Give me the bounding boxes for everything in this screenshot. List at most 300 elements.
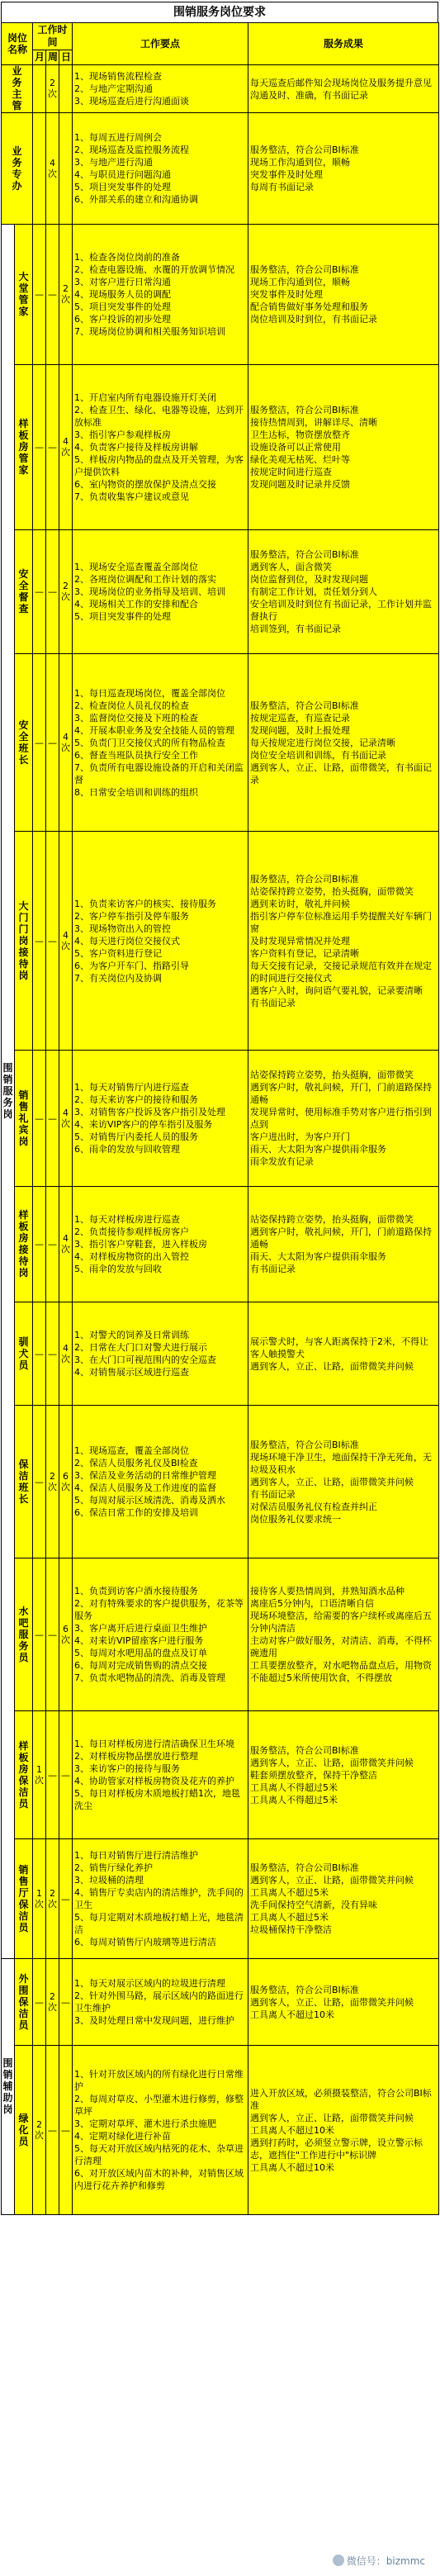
key-point-item: 5、每日对样板房木质地板打蜡1次，地毯洗尘 — [74, 1788, 240, 1811]
week-frequency-cell: — — [46, 1051, 59, 1187]
result-item: 遇客户入时，询问语气要礼貌，记录要清晰 — [250, 984, 423, 996]
week-frequency-cell: 2次 — [46, 1959, 59, 2046]
result-item: 遇到来访时，敬礼并问候 — [250, 898, 350, 909]
position-cell: 样板房接待岗 — [15, 1187, 33, 1302]
key-point-item: 3、及时处理日常中发现问题，进行维护 — [74, 2015, 234, 2026]
result-item: 遇到客户时，敬礼问候，开门，门前道路保持通畅 — [250, 1226, 432, 1250]
result-item: 工具离人不超过10米 — [250, 2124, 334, 2136]
result-item: 岗位监督到位，及时发现问题 — [250, 574, 368, 585]
result-item: 发现异常时，使用标准手势对客户进行指引到点到 — [250, 1107, 432, 1130]
key-points-cell — [73, 2046, 248, 2215]
results-cell — [248, 1302, 439, 1406]
position-cell: 销售厅保洁员 — [15, 1839, 33, 1959]
result-item: 服务整洁，符合公司BI标准 — [250, 700, 359, 711]
key-point-item: 5、负责门卫交接仪式的所有物品检查 — [74, 737, 225, 748]
key-point-item: 6、客户投诉的初步处理 — [74, 314, 171, 325]
document — [1, 2, 438, 2215]
result-item: 展示警犬时，与客人距离保持于2米，不得让客人触摸警犬 — [250, 1335, 428, 1359]
key-point-item: 7、负责水吧物品的清洗、消毒及管理 — [74, 1672, 225, 1683]
result-item: 工具离人不得超过5米 — [250, 1781, 338, 1793]
key-point-item: 5、每周对水吧用品的盘点及订单 — [74, 1648, 207, 1658]
day-frequency-cell: 4次 — [59, 654, 73, 832]
key-point-item: 4、对来访VIP留座客户进行服务 — [74, 1635, 204, 1646]
result-item: 卫生达标，物资摆放整齐 — [250, 429, 350, 440]
result-item: 发现问题，及时上报处理 — [250, 724, 350, 736]
position-cell: 保洁班长 — [15, 1406, 33, 1558]
result-item: 进入开放区域，必须摄装整洁，符合公司BI标准 — [250, 2087, 432, 2111]
result-item: 遇到客人，面含微笑 — [250, 562, 332, 572]
result-item: 洗手间保持空气清新，没有异味 — [250, 1900, 377, 1910]
key-point-item: 2、各班岗位调配和工作计划的落实 — [74, 574, 216, 585]
key-point-item: 4、负责客户接待及样板房讲解 — [74, 442, 198, 453]
result-item: 接待热情周到，讲解详尽、清晰 — [250, 417, 377, 428]
key-point-item: 1、每日巡查现场岗位，覆盖全部岗位 — [74, 687, 225, 699]
header-month: 月 — [33, 50, 46, 65]
week-frequency-cell: — — [46, 365, 59, 530]
key-point-item: 6、为客户开车门、指路引导 — [74, 960, 189, 971]
results-cell — [248, 113, 439, 225]
result-item: 遇到客人，立正、让路，面带微笑并问候 — [250, 2112, 414, 2123]
result-item: 工具要摆放整齐，对水吧物品盘点后，用物资不能超过5米所使用饮食，不得摆放 — [250, 1660, 432, 1683]
month-frequency-cell: — — [33, 225, 46, 365]
result-item: 服务整洁，符合公司BI标准 — [250, 264, 359, 275]
result-item: 工具离人不得超过5米 — [250, 1794, 338, 1805]
table-row — [2, 654, 439, 832]
key-points-cell — [73, 113, 248, 225]
result-item: 每周有书面记录 — [250, 182, 314, 192]
position-cell: 水吧服务员 — [15, 1558, 33, 1711]
key-point-item: 6、保洁日常工作的安排及培训 — [74, 1507, 198, 1518]
key-point-item: 3、现场岗位的业务指导及培训、培训 — [74, 586, 225, 597]
header-row-1 — [2, 23, 439, 50]
result-item: 遇到客人，立正、让路，面带微笑，有书面记录 — [250, 761, 432, 785]
key-points-cell — [73, 530, 248, 654]
results-cell — [248, 1406, 439, 1558]
header-work-time: 工作时间 — [33, 23, 73, 50]
result-item: 站姿保持跨立姿势，抬头挺胸，面带微笑 — [250, 1214, 414, 1225]
key-point-item: 3、在大门口可视范围内的安全巡查 — [74, 1354, 216, 1365]
key-point-item: 2、每周对草皮、小型灌木进行修剪，修整草坪 — [74, 2094, 244, 2117]
position-cell: 业务专办 — [2, 113, 33, 225]
table-row — [2, 1711, 439, 1839]
key-point-item: 5、雨伞的发放与回收 — [74, 1264, 162, 1274]
result-item: 站姿保持跨立姿势，抬头挺胸，面带微笑 — [250, 885, 414, 897]
results-cell — [248, 65, 439, 113]
department-cell: 围销服务岗 — [2, 225, 15, 1959]
day-frequency-cell: — — [59, 2046, 73, 2215]
table-row — [2, 530, 439, 654]
results-cell — [248, 1187, 439, 1302]
watermark — [333, 2554, 425, 2568]
header-day: 日 — [59, 50, 73, 65]
table-row — [2, 113, 439, 225]
key-point-item: 7、负责收集客户建议或意见 — [74, 491, 189, 502]
week-frequency-cell: — — [46, 530, 59, 654]
key-point-item: 3、指引客户参观样板房 — [74, 429, 171, 440]
key-point-item: 1、开启室内所有电器设施开灯关闭 — [74, 392, 216, 403]
week-frequency-cell: — — [46, 1558, 59, 1711]
key-point-item: 6、外部关系的建立和沟通协调 — [74, 194, 198, 205]
week-frequency-cell: — — [46, 1187, 59, 1302]
table-row — [2, 1839, 439, 1959]
header-key-points: 工作要点 — [73, 23, 248, 65]
week-frequency-cell: 4次 — [46, 113, 59, 225]
result-item: 按规定时间进行巡查 — [250, 467, 332, 477]
day-frequency-cell: 6次 — [59, 1406, 73, 1558]
result-item: 鞋套须摆放整齐，保持干净整洁 — [250, 1769, 377, 1781]
result-item: 站姿保持跨立姿势，抬头挺胸，面带微笑 — [250, 1070, 414, 1080]
position-cell: 安全督查 — [15, 530, 33, 654]
month-frequency-cell: — — [33, 1558, 46, 1711]
result-item: 现场工作沟通到位，顺畅 — [250, 157, 350, 168]
result-item: 沟通及时、准确，有书面记录 — [250, 89, 368, 101]
key-point-item: 6、督查当班队员执行安全工作 — [74, 749, 198, 761]
month-frequency-cell: — — [33, 832, 46, 1051]
key-point-item: 5、项目突发事件的处理 — [74, 182, 171, 192]
day-frequency-cell: 4次 — [59, 1302, 73, 1406]
result-item: 岗位安全培训和训练，有书面记录 — [250, 749, 386, 761]
header-position: 岗位名称 — [2, 23, 33, 65]
key-point-item: 2、检查岗位人员礼仪的检查 — [74, 700, 189, 711]
key-point-item: 8、日常安全培训和训练的组织 — [74, 786, 198, 798]
week-frequency-cell: — — [46, 2046, 59, 2215]
key-point-item: 3、来访客户的接待与服务 — [74, 1763, 180, 1774]
key-point-item: 1、检查各岗位岗前的准备 — [74, 252, 180, 263]
key-point-item: 5、项目突发事件的处理 — [74, 301, 171, 312]
key-point-item: 2、对有特殊要求的客户提供服务，花茶等服务 — [74, 1598, 244, 1621]
result-item: 遇到客人，立正、让路，面带微笑并问候 — [250, 1360, 414, 1372]
day-frequency-cell — [59, 65, 73, 113]
month-frequency-cell: — — [33, 1959, 46, 2046]
results-cell — [248, 365, 439, 530]
key-point-item: 1、每天对展示区域内的垃圾进行清理 — [74, 1978, 225, 1989]
month-frequency-cell: 1次 — [33, 1839, 46, 1959]
key-point-item: 2、现场巡查及监控服务流程 — [74, 145, 189, 155]
key-point-item: 3、保洁及业务活动的日常维护管理 — [74, 1470, 216, 1481]
key-point-item: 5、项目突发事件的处理 — [74, 611, 171, 622]
result-item: 服务整洁，符合公司BI标准 — [250, 1439, 359, 1450]
key-point-item: 3、客户离开后进行桌面卫生维护 — [74, 1623, 207, 1634]
results-cell — [248, 654, 439, 832]
result-item: 遇到客人，立正、让路，面带微笑并问候 — [250, 1476, 414, 1487]
key-point-item: 2、客户停车指引及停车服务 — [74, 910, 189, 922]
results-cell — [248, 1558, 439, 1711]
result-item: 有制定工作计划，责任划分到人 — [250, 586, 377, 597]
result-item: 发现问题及时记录并反馈 — [250, 479, 350, 490]
results-cell — [248, 1959, 439, 2046]
position-cell: 绿化员 — [15, 2046, 33, 2215]
key-point-item: 3、指引客户穿鞋套，进入样板房 — [74, 1239, 207, 1250]
result-item: 离座后5分钟内，口语清晰自信 — [250, 1598, 374, 1609]
result-item: 现场环境干净卫生，地面保持干净无死角，无垃圾及积水 — [250, 1451, 432, 1475]
week-frequency-cell: 2次 — [46, 1406, 59, 1558]
key-point-item: 6、对开放区域内苗木的补种，对销售区域内进行花卉养护和修剪 — [74, 2168, 244, 2191]
key-point-item: 1、每日对样板房进行清洁确保卫生环境 — [74, 1739, 234, 1749]
key-point-item: 4、对销售展示区域进行巡查 — [74, 1367, 189, 1378]
key-point-item: 6、室内物资的摆放保护及清点交接 — [74, 479, 216, 490]
table-row — [2, 2046, 439, 2215]
results-cell — [248, 2046, 439, 2215]
key-point-item: 5、对销售厅内委托人员的服务 — [74, 1131, 198, 1142]
key-points-cell — [73, 832, 248, 1051]
result-item: 客户资料有登记，记录清晰 — [250, 947, 359, 959]
week-frequency-cell: 2次 — [46, 1839, 59, 1959]
key-point-item: 4、每天进行岗位交接仪式 — [74, 935, 180, 946]
key-point-item: 4、与职员进行问题沟通 — [74, 169, 171, 180]
month-frequency-cell: — — [33, 654, 46, 832]
week-frequency-cell: — — [46, 654, 59, 832]
key-points-cell — [73, 1406, 248, 1558]
table-row — [2, 832, 439, 1051]
position-cell: 外围保洁员 — [15, 1959, 33, 2046]
key-point-item: 4、保洁人员服务及工作进度的监督 — [74, 1483, 216, 1493]
key-point-item: 3、垃圾桶的清理 — [74, 1875, 144, 1886]
result-item: 岗位服务礼仪要求统一 — [250, 1513, 341, 1525]
month-frequency-cell: — — [33, 1051, 46, 1187]
result-item: 每天巡查后邮件知会现场岗位及服务提升意见 — [250, 77, 432, 88]
watermark-text: 微信号：bizmmc — [346, 2555, 425, 2567]
month-frequency-cell: — — [33, 1302, 46, 1406]
result-item: 安全培训及时到位有书面记录，工作计划并监督执行 — [250, 599, 432, 622]
position-cell: 大门门岗接待岗 — [15, 832, 33, 1051]
month-frequency-cell — [33, 113, 46, 225]
key-point-item: 7、现场岗位协调和相关服务知识培训 — [74, 326, 225, 337]
result-item: 遇到客户时，敬礼问候，开门，门前道路保持通畅 — [250, 1082, 432, 1105]
key-point-item: 4、来访VIP客户的停车指引及服务 — [74, 1119, 213, 1130]
key-points-cell — [73, 1959, 248, 2046]
result-item: 指引客户停车位标准运用手势提醒关好车辆门窗 — [250, 910, 432, 934]
result-item: 每天交接有记录，交接记录规范有效并在规定的时间进行交接仪式 — [250, 960, 432, 984]
key-point-item: 3、监督岗位交接及下班的检查 — [74, 712, 198, 723]
result-item: 遇到打药时，必须竖立警示牌，设立警示标志，遮挡住"工作进行中"标识牌 — [250, 2137, 423, 2161]
day-frequency-cell: 4次 — [59, 365, 73, 530]
week-frequency-cell: — — [46, 832, 59, 1051]
result-item: 雨伞发放有记录 — [250, 1156, 314, 1167]
key-point-item: 4、协助管家对样板房物资及花卉的养护 — [74, 1776, 234, 1786]
key-point-item: 2、检查电器设施、水覆的开放调节情况 — [74, 264, 234, 275]
result-item: 遇到客人，立正、让路，面带微笑并问候 — [250, 1875, 414, 1886]
result-item: 主动对客户做好服务，对清洁、消毒，不得杯碗遗用 — [250, 1635, 432, 1658]
result-item: 有书面记录 — [250, 997, 296, 1008]
page-title: 围销服务岗位要求 — [1, 2, 438, 22]
results-cell — [248, 1839, 439, 1959]
key-point-item: 1、每日对销售厅进行清洁维护 — [74, 1850, 198, 1861]
day-frequency-cell: 6次 — [59, 1558, 73, 1711]
key-point-item: 3、对客户进行日常沟通 — [74, 277, 171, 287]
table-row — [2, 1187, 439, 1302]
key-points-cell — [73, 225, 248, 365]
results-cell — [248, 1051, 439, 1187]
result-item: 培训签到，有书面记录 — [250, 624, 341, 634]
day-frequency-cell: — — [59, 1839, 73, 1959]
key-point-item: 6、雨伞的发放与回收管理 — [74, 1144, 180, 1155]
key-point-item: 2、保洁人员服务礼仪及BI检查 — [74, 1458, 198, 1468]
result-item: 及时发现异常情况并处理 — [250, 935, 350, 946]
result-item: 服务整洁，符合公司BI标准 — [250, 1744, 359, 1756]
key-point-item: 1、每天对销售厅内进行巡查 — [74, 1082, 189, 1093]
key-point-item: 1、现场销售流程检查 — [74, 71, 162, 82]
table-row — [2, 1051, 439, 1187]
position-cell: 样板房管家 — [15, 365, 33, 530]
key-points-cell — [73, 1302, 248, 1406]
week-frequency-cell: — — [46, 1302, 59, 1406]
key-point-item: 4、对样板房物资的出入管控 — [74, 1251, 189, 1262]
month-frequency-cell: 1次 — [33, 1711, 46, 1839]
key-point-item: 2、针对外围马路，展示区域内的路面进行卫生维护 — [74, 1990, 244, 2014]
key-point-item: 6、每周对完成销售购的清点交接 — [74, 1660, 207, 1671]
results-cell — [248, 530, 439, 654]
result-item: 设施设备可以正常使用 — [250, 442, 341, 453]
position-cell: 样板房保洁员 — [15, 1711, 33, 1839]
week-frequency-cell: 2次 — [46, 65, 59, 113]
day-frequency-cell: — — [59, 1959, 73, 2046]
month-frequency-cell: — — [33, 365, 46, 530]
wechat-logo-icon — [333, 2555, 344, 2566]
key-point-item: 5、客户资料进行登记 — [74, 947, 162, 959]
result-item: 工具离人不超过5米 — [250, 1912, 329, 1923]
results-cell — [248, 832, 439, 1051]
key-point-item: 5、每天对开放区域内枯死的花木、杂草进行清理 — [74, 2143, 244, 2166]
header-results: 服务成果 — [248, 23, 439, 65]
result-item: 服务整洁，符合公司BI标准 — [250, 1862, 359, 1873]
position-cell: 驯犬员 — [15, 1302, 33, 1406]
key-points-cell — [73, 1558, 248, 1711]
result-item: 现场环境整洁，给需要的客户续杯或离座后五分钟内清洁 — [250, 1611, 432, 1634]
result-item: 现场工作沟通到位，顺畅 — [250, 277, 350, 287]
table-row — [2, 1558, 439, 1711]
result-item: 服务整洁，符合公司BI标准 — [250, 1984, 359, 1995]
result-item: 遇到客人，立正、让路，面带微笑并问候 — [250, 1757, 414, 1768]
week-frequency-cell: — — [46, 225, 59, 365]
result-item: 按规定巡查，有巡查记录 — [250, 712, 350, 723]
result-item: 服务整洁，符合公司BI标准 — [250, 405, 359, 415]
position-cell: 安全班长 — [15, 654, 33, 832]
day-frequency-cell: 4次 — [59, 832, 73, 1051]
key-point-item: 2、对样板房物品摆放进行整理 — [74, 1751, 198, 1762]
result-item: 雨天、大太阳为客户提供雨伞服务 — [250, 1251, 386, 1262]
department-cell: 围销辅助岗 — [2, 1959, 15, 2215]
results-cell — [248, 1711, 439, 1839]
key-point-item: 2、日常在大门口对警犬进行展示 — [74, 1342, 207, 1353]
key-point-item: 3、定期对草坪、灌木进行杀虫施肥 — [74, 2118, 216, 2129]
result-item: 工具离人不超过5米 — [250, 1887, 329, 1898]
month-frequency-cell: 2次 — [33, 2046, 46, 2215]
result-item: 服务整洁，符合公司BI标准 — [250, 145, 359, 155]
key-point-item: 3、现场巡查后进行沟通面谈 — [74, 96, 189, 107]
day-frequency-cell: 4次 — [59, 1051, 73, 1187]
result-item: 突发事件及时处理 — [250, 169, 323, 180]
day-frequency-cell: 4次 — [59, 1187, 73, 1302]
day-frequency-cell: 2次 — [59, 225, 73, 365]
key-point-item: 1、现场巡查，覆盖全部岗位 — [74, 1445, 189, 1456]
result-item: 工具离人不超过10米 — [250, 2161, 334, 2173]
requirements-table — [1, 22, 439, 2215]
position-cell: 业务主管 — [2, 65, 33, 113]
key-points-cell — [73, 65, 248, 113]
month-frequency-cell: — — [33, 1187, 46, 1302]
key-point-item: 6、每周对销售厅内玻璃等进行清洁 — [74, 1937, 216, 1947]
result-item: 绿化美观无枯死、烂叶等 — [250, 454, 350, 465]
position-cell: 销售礼宾岗 — [15, 1051, 33, 1187]
key-point-item: 2、每天来访客户的接待和服务 — [74, 1094, 198, 1105]
month-frequency-cell: — — [33, 530, 46, 654]
key-points-cell — [73, 1711, 248, 1839]
key-point-item: 1、针对开放区域内的所有绿化进行日常维护 — [74, 2069, 244, 2092]
key-points-cell — [73, 1187, 248, 1302]
result-item: 每天按规定进行岗位交接，记录清晰 — [250, 737, 395, 748]
result-item: 接待客人要热情周到，并熟知酒水品种 — [250, 1586, 405, 1596]
result-item: 垃圾桶保持干净整洁 — [250, 1924, 332, 1935]
month-frequency-cell: — — [33, 1406, 46, 1558]
key-points-cell — [73, 654, 248, 832]
key-point-item: 3、对销售客户投诉及客户指引及处理 — [74, 1107, 225, 1117]
key-point-item: 1、现场安全巡查覆盖全部岗位 — [74, 562, 198, 572]
day-frequency-cell: — — [59, 1711, 73, 1839]
month-frequency-cell — [33, 65, 46, 113]
results-cell — [248, 225, 439, 365]
table-row — [2, 225, 439, 365]
result-item: 服务整洁，符合公司BI标准 — [250, 873, 359, 885]
key-point-item: 2、销售厅绿化养护 — [74, 1862, 153, 1873]
key-point-item: 2、与地产定期沟通 — [74, 83, 153, 94]
table-row — [2, 365, 439, 530]
header-week: 周 — [46, 50, 59, 65]
day-frequency-cell — [59, 113, 73, 225]
key-point-item: 4、定期对绿化进行补苗 — [74, 2131, 171, 2142]
result-item: 有书面记录 — [250, 1488, 296, 1500]
key-point-item: 5、每周对展示区域清洗、消毒及洒水 — [74, 1495, 225, 1506]
key-point-item: 4、现场相关工作的安排和配合 — [74, 599, 198, 610]
key-point-item: 1、每周五进行周例会 — [74, 132, 162, 143]
key-point-item: 7、有关岗位内及协调 — [74, 972, 162, 984]
key-points-cell — [73, 1051, 248, 1187]
table-row — [2, 65, 439, 113]
result-item: 遇到客人，立正、让路，面带微笑并问候 — [250, 1996, 414, 2008]
key-points-cell — [73, 365, 248, 530]
table-row — [2, 1959, 439, 2046]
key-point-item: 4、销售厅专卖店内的清洁维护，洗手间的卫生 — [74, 1887, 244, 1910]
result-item: 客户进出时，为客户开门 — [250, 1131, 350, 1142]
position-cell: 大堂管家 — [15, 225, 33, 365]
key-point-item: 2、检查卫生、绿化、电器等设施，达到开放标准 — [74, 405, 244, 428]
key-point-item: 1、负责来访客户的核实、接待服务 — [74, 898, 216, 909]
result-item: 配合销售做好事务处理和服务 — [250, 301, 368, 312]
result-item: 工具离人不超过10米 — [250, 2009, 334, 2020]
result-item: 对保洁员服务礼仪有检查并纠正 — [250, 1501, 377, 1512]
key-point-item: 1、负责到访客户酒水接待服务 — [74, 1586, 198, 1596]
key-points-cell — [73, 1839, 248, 1959]
key-point-item: 3、现场物资出入的管控 — [74, 923, 171, 934]
key-point-item: 4、现场服务人员的调配 — [74, 289, 171, 300]
key-point-item: 5、样板房内物品的盘点及开关管理，为客户提供饮料 — [74, 454, 244, 477]
result-item: 服务整洁，符合公司BI标准 — [250, 549, 359, 560]
table-row — [2, 1302, 439, 1406]
result-item: 有书面记录 — [250, 1264, 296, 1274]
result-item: 突发事件及时处理 — [250, 289, 323, 300]
key-point-item: 2、负责接待参观样板房客户 — [74, 1226, 189, 1237]
week-frequency-cell: — — [46, 1711, 59, 1839]
key-point-item: 5、每月定期对木质地板打蜡上光，地毯清洁 — [74, 1912, 244, 1935]
result-item: 岗位培训及时到位，有书面记录 — [250, 314, 377, 325]
key-point-item: 1、对警犬的饲养及日常训练 — [74, 1330, 189, 1340]
table-row — [2, 1406, 439, 1558]
key-point-item: 7、负责所有电器设施设备的开启和关闭监督 — [74, 761, 244, 785]
day-frequency-cell: 2次 — [59, 530, 73, 654]
key-point-item: 4、开展本职业务及安全技能人员的管理 — [74, 724, 234, 736]
key-point-item: 3、与地产进行沟通 — [74, 157, 153, 168]
key-point-item: 1、每天对样板房进行巡查 — [74, 1214, 180, 1225]
result-item: 雨天、大太阳为客户提供雨伞服务 — [250, 1144, 386, 1155]
